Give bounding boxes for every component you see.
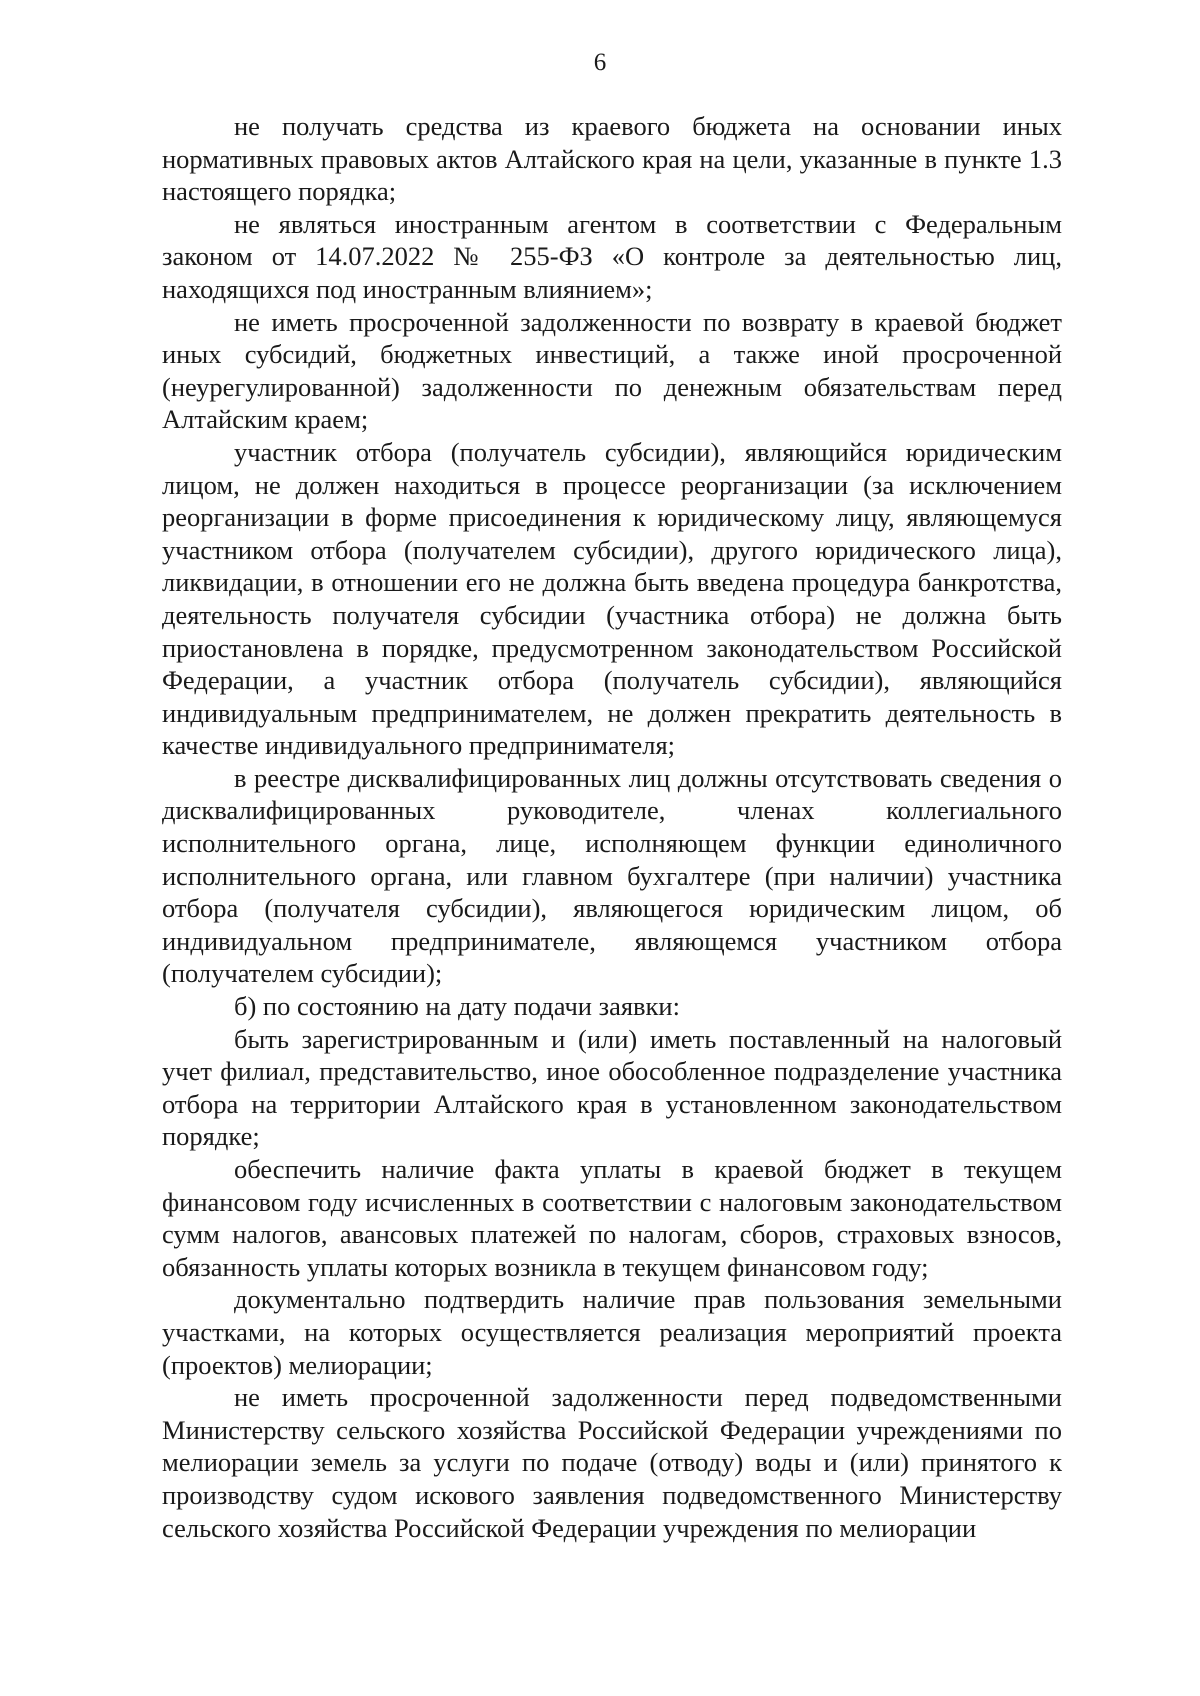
paragraph-tax-payment: обеспечить наличие факта уплаты в краевой бюджет в текущем финансовом году исчисленных в соответствии с налоговым законодательством сумм налогов, авансовых платежей по налогам, сборов, страховых взносов, обязанность уплаты которых возникла в текущем финансовом году; — [162, 1154, 1062, 1282]
paragraph-melioration-debt: не иметь просроченной задолженности перед подведомственными Министерству сельского хозяйства Российской Федерации учреждениями по мелиорации земель за услуги по подаче (отводу) воды и (или) принятого к производству судом искового заявления подведомственного Министерству сельского хозяйства Российской Федерации учреждения по мелиорации — [162, 1382, 1062, 1543]
paragraph-overdue-debt: не иметь просроченной задолженности по возврату в краевой бюджет иных субсидий, бюджетных инвестиций, а также иной просроченной (неурегулированной) задолженности по денежным обязательствам перед Алтайским краем; — [162, 306, 1062, 435]
paragraph-land-rights: документально подтвердить наличие прав пользования земельными участками, на которых осуществляется реализация мероприятий проекта (проектов) мелиорации; — [162, 1284, 1062, 1380]
paragraph-foreign-agent: не являться иностранным агентом в соответствии с Федеральным законом от 14.07.2022 № 255-ФЗ «О контроле за деятельностью лиц, находящихся под иностранным влиянием»; — [162, 208, 1062, 304]
page-number: 6 — [593, 49, 607, 76]
paragraph-reorganization: участник отбора (получатель субсидии), являющийся юридическим лицом, не должен находиться в процессе реорганизации (за исключением реорганизации в форме присоединения к юридическому лицу, являющемуся участником отбора (получателем субсидии), другого юридического лица), ликвидации, в отношении его не должна быть введена процедура банкротства, деятельность получателя субсидии (участника отбора) не должна быть приостановлена в порядке, предусмотренном законодательством Российской Федерации, а участник отбора (получатель субсидии), являющийся индивидуальным предпринимателем, не должен прекратить деятельность в качестве индивидуального предпринимателя; — [162, 436, 1062, 761]
paragraph-registration: быть зарегистрированным и (или) иметь поставленный на налоговый учет филиал, представительство, иное обособленное подразделение участника отбора на территории Алтайского края в установленном законодательством порядке; — [162, 1023, 1062, 1152]
document-body — [162, 110, 1062, 1544]
paragraph-disqualified-register: в реестре дисквалифицированных лиц должны отсутствовать сведения о дисквалифицированных руководителе, членах коллегиального исполнительного органа, лице, исполняющем функции единоличного исполнительного органа, или главном бухгалтере (при наличии) участника отбора (получателя субсидии), являющегося юридическим лицом, об индивидуальном предпринимателе, являющемся участником отбора (получателем субсидии); — [162, 762, 1062, 989]
paragraph-funds: не получать средства из краевого бюджета на основании иных нормативных правовых актов Алтайского края на цели, указанные в пункте 1.3 настоящего порядка; — [162, 111, 1062, 207]
paragraph-application-date: б) по состоянию на дату подачи заявки: — [234, 991, 680, 1022]
